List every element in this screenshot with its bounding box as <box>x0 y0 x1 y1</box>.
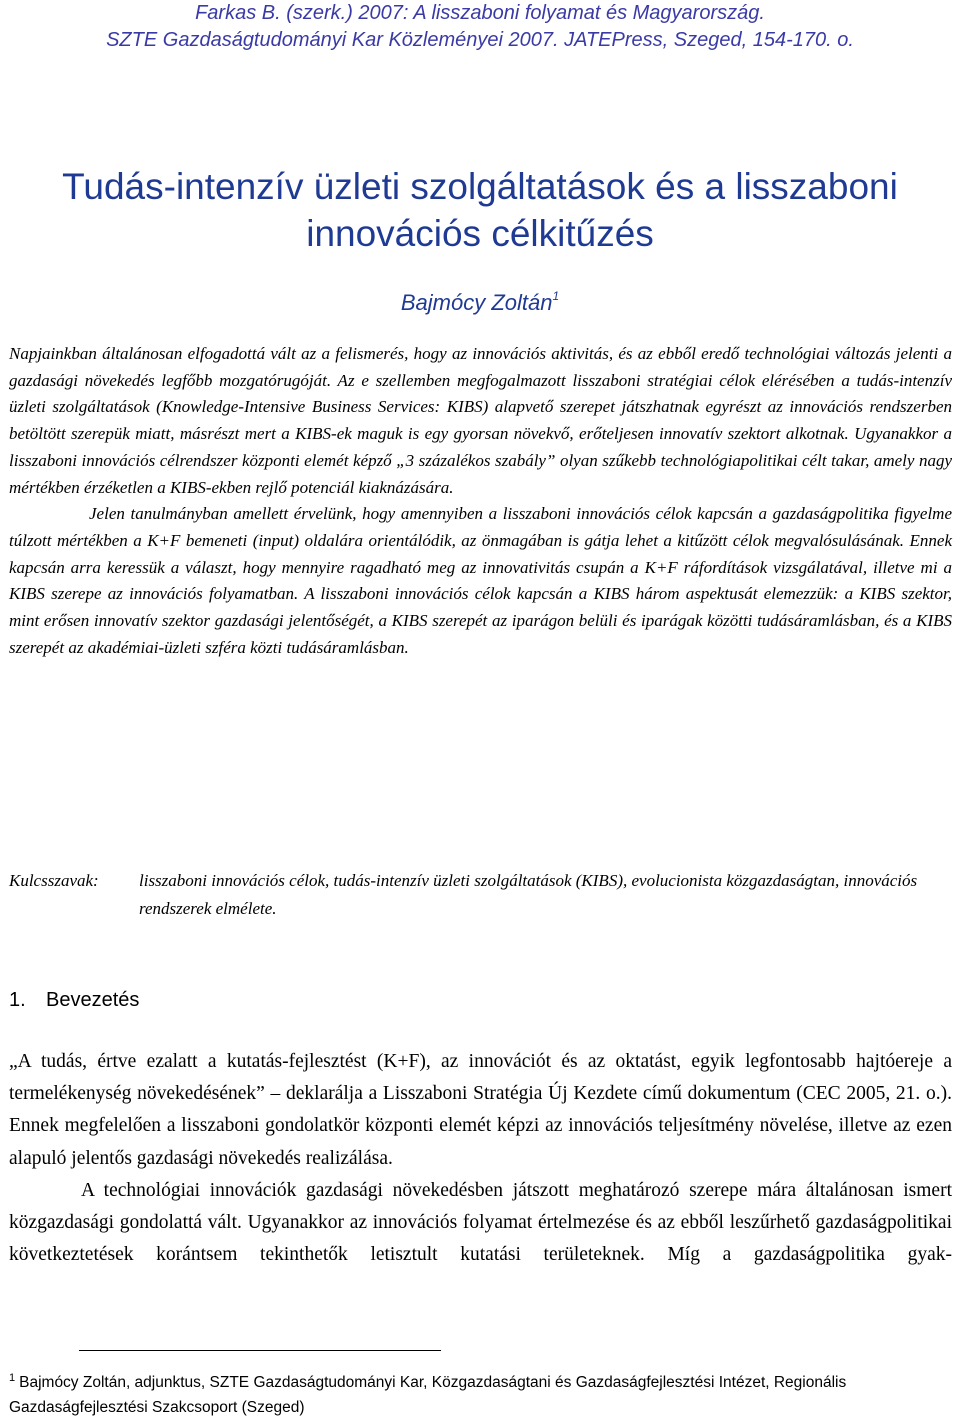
section-title: Bevezetés <box>46 989 140 1011</box>
footnote-text: Bajmócy Zoltán, adjunktus, SZTE Gazdaságtudományi Kar, Közgazdaságtani és Gazdaságfejlesztési Intézet, Regionális Gazdaságfejlesztési Szakcsoport (Szeged) <box>9 1374 847 1416</box>
abstract-paragraph-2: Jelen tanulmányban amellett érvelünk, hogy amennyiben a lisszaboni innovációs célok kapcsán a gazdaságpolitika figyelme túlzott mértékben a K+F bemeneti (input) oldalára orientálódik, az önmagában is gátja lehet a kitűzött célok megvalósulásának. Ennek kapcsán arra keressük a választ, hogy mennyire ragadható meg az innovativitás csupán a K+F ráfordítások vizsgálatával, illetve mi a KIBS szerepe az innovációs folyamatban. A lisszaboni innovációs célok kapcsán a KIBS három aspektusát elemezzük: a KIBS szektor, mint erősen innovatív szektor gazdasági jelentőségét, a KIBS szerepét az iparágon belüli és iparágak közötti tudásáramlásban, és a KIBS szerepét az akadémiai-üzleti szféra közti tudásáramlásban. <box>9 504 952 657</box>
paper-title <box>0 163 960 257</box>
keywords <box>9 867 952 923</box>
footnote-number: 1 <box>9 1372 16 1384</box>
abstract <box>9 341 952 661</box>
section-heading <box>9 984 139 1016</box>
paper-title-line-1: Tudás-intenzív üzleti szolgáltatások és a lisszaboni <box>62 166 898 207</box>
header-citation-line-1: Farkas B. (szerk.) 2007: A lisszaboni folyamat és Magyarország. <box>195 2 765 24</box>
footnote-divider <box>79 1350 441 1351</box>
body-paragraph-1: „A tudás, értve ezalatt a kutatás-fejlesztést (K+F), az innovációt és az oktatást, egyik legfontosabb hajtóereje a termelékenység növekedésének” – deklarálja a Lisszaboni Stratégia Új Kezdete című dokumentum (CEC 2005, 21. o.). Ennek megfelelően a lisszaboni gondolatkör központi elemét képzi az innovációs teljesítmény növelése, illetve az ezen alapuló jelentős gazdasági növekedés realizálása. <box>9 1051 952 1169</box>
running-header <box>0 0 960 54</box>
footnote <box>9 1366 952 1420</box>
section-number: 1. <box>9 989 26 1011</box>
paper-title-line-2: innovációs célkitűzés <box>306 213 654 254</box>
keywords-label: Kulcsszavak: <box>9 871 99 890</box>
body-paragraph-2: A technológiai innovációk gazdasági növekedésben játszott meghatározó szerepe mára általánosan ismert közgazdasági gondolattá vált. Ugyanakkor az innovációs folyamat értelmezése és az ebből leszűrhető gazdaságpolitikai következtetések korántsem tekinthetők letisztult kutatási területeknek. Míg a gazdaságpolitika gyak- <box>9 1179 952 1266</box>
header-citation-line-2: SZTE Gazdaságtudományi Kar Közleményei 2007. JATEPress, Szeged, 154-170. o. <box>106 29 854 51</box>
author-name: Bajmócy Zoltán <box>400 290 553 315</box>
author-line <box>0 280 960 319</box>
body-text <box>9 1046 952 1271</box>
keywords-text: lisszaboni innovációs célok, tudás-intenzív üzleti szolgáltatások (KIBS), evolucionista közgazdaságtan, innovációs rendszerek elmélete. <box>139 871 918 918</box>
author-footnote-mark: 1 <box>552 289 560 303</box>
abstract-paragraph-1: Napjainkban általánosan elfogadottá vált az a felismerés, hogy az innovációs aktivitás, és az ebből eredő technológiai változás jelenti a gazdasági növekedés legfőbb mozgatórugóját. Az e szellemben megfogalmazott lisszaboni stratégiai célok elérésében a tudás-intenzív üzleti szolgáltatások (Knowledge-Intensive Business Services: KIBS) alapvető szerepet játszhatnak egyrészt az innovációs rendszerben betöltött szerepük miatt, másrészt mert a KIBS-ek maguk is egy gyorsan növekvő, erőteljesen innovatív szektort alkotnak. Ugyanakkor a lisszaboni innovációs célrendszer központi elemét képző „3 százalékos szabály” olyan szűkebb technológiapolitikai célt takar, amely nagy mértékben érzéketlen a KIBS-ekben rejlő potenciál kiaknázására. <box>9 344 952 497</box>
